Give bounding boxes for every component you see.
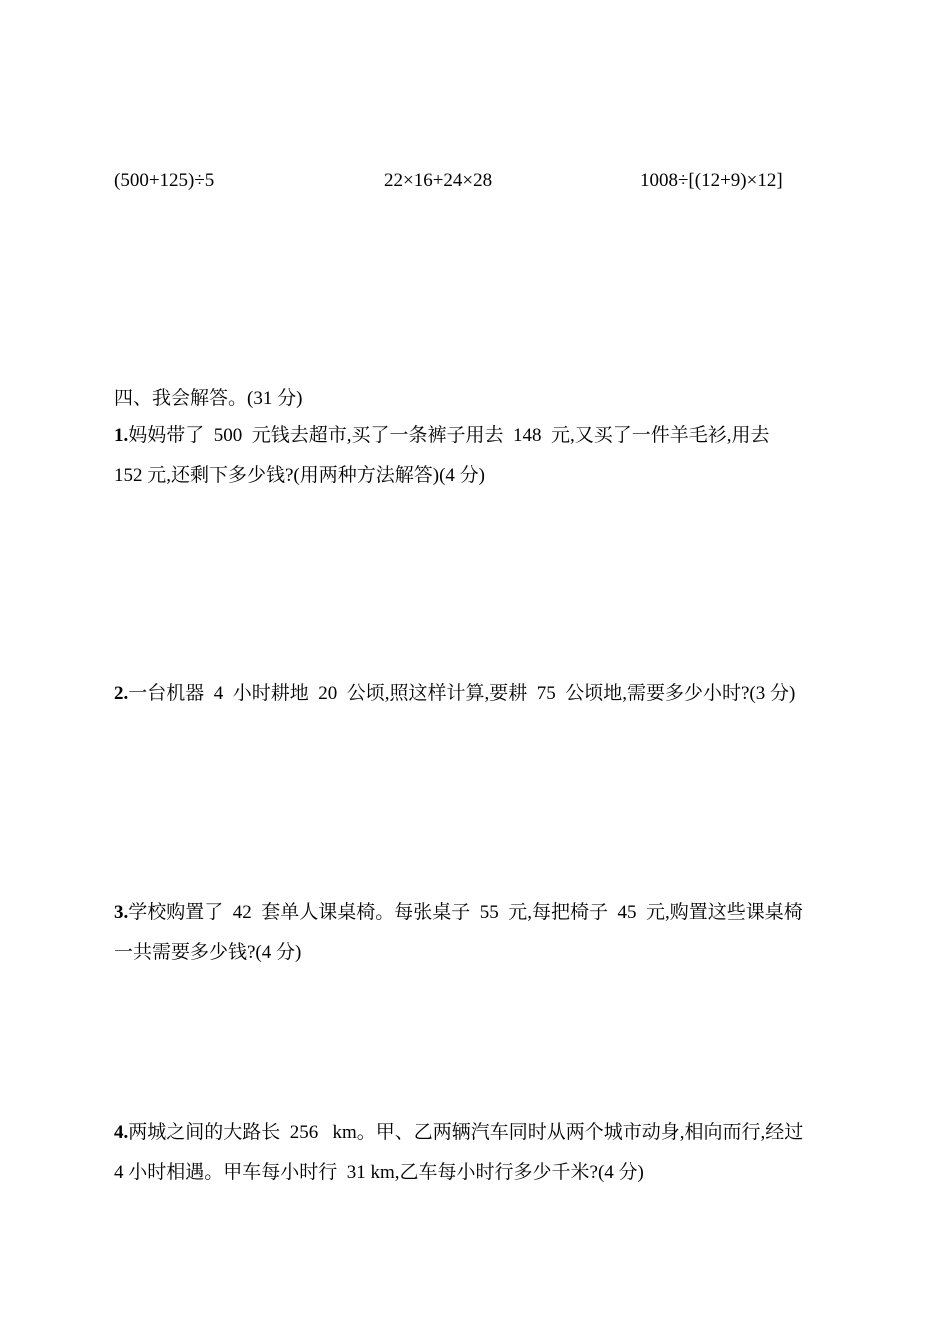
problem-number: 3. — [114, 902, 129, 923]
problem-number: 4. — [114, 1122, 129, 1143]
problem-number: 1. — [114, 425, 129, 446]
problem-1-line-1 — [114, 416, 834, 456]
expression-3: 1008÷[(12+9)×12] — [640, 170, 783, 191]
problem-text: 一台机器 4 小时耕地 20 公顷,照这样计算,要耕 75 公顷地,需要多少小时?(3 分) — [128, 683, 796, 704]
problem-1 — [114, 416, 834, 496]
problem-3 — [114, 893, 834, 973]
problem-text: 两城之间的大路长 256 km。甲、乙两辆汽车同时从两个城市动身,相向而行,经过 — [128, 1122, 804, 1143]
problem-2 — [114, 674, 834, 714]
problem-text: 学校购置了 42 套单人课桌椅。每张桌子 55 元,每把椅子 45 元,购置这些课桌椅 — [128, 902, 803, 923]
problem-1-line-2: 152 元,还剩下多少钱?(用两种方法解答)(4 分) — [114, 465, 485, 486]
problem-text: 妈妈带了 500 元钱去超市,买了一条裤子用去 148 元,又买了一件羊毛衫,用去 — [128, 425, 770, 446]
problem-4 — [114, 1113, 834, 1193]
problem-number: 2. — [114, 683, 129, 704]
problem-3-line-2: 一共需要多少钱?(4 分) — [114, 942, 302, 963]
problem-3-line-1 — [114, 893, 834, 933]
section-title: 四、我会解答。(31 分) — [114, 388, 303, 409]
problem-4-line-1 — [114, 1113, 834, 1153]
expression-2: 22×16+24×28 — [384, 170, 493, 191]
problem-4-line-2: 4 小时相遇。甲车每小时行 31 km,乙车每小时行多少千米?(4 分) — [114, 1162, 644, 1183]
problem-2-line-1 — [114, 674, 834, 714]
expression-1: (500+125)÷5 — [114, 170, 215, 191]
